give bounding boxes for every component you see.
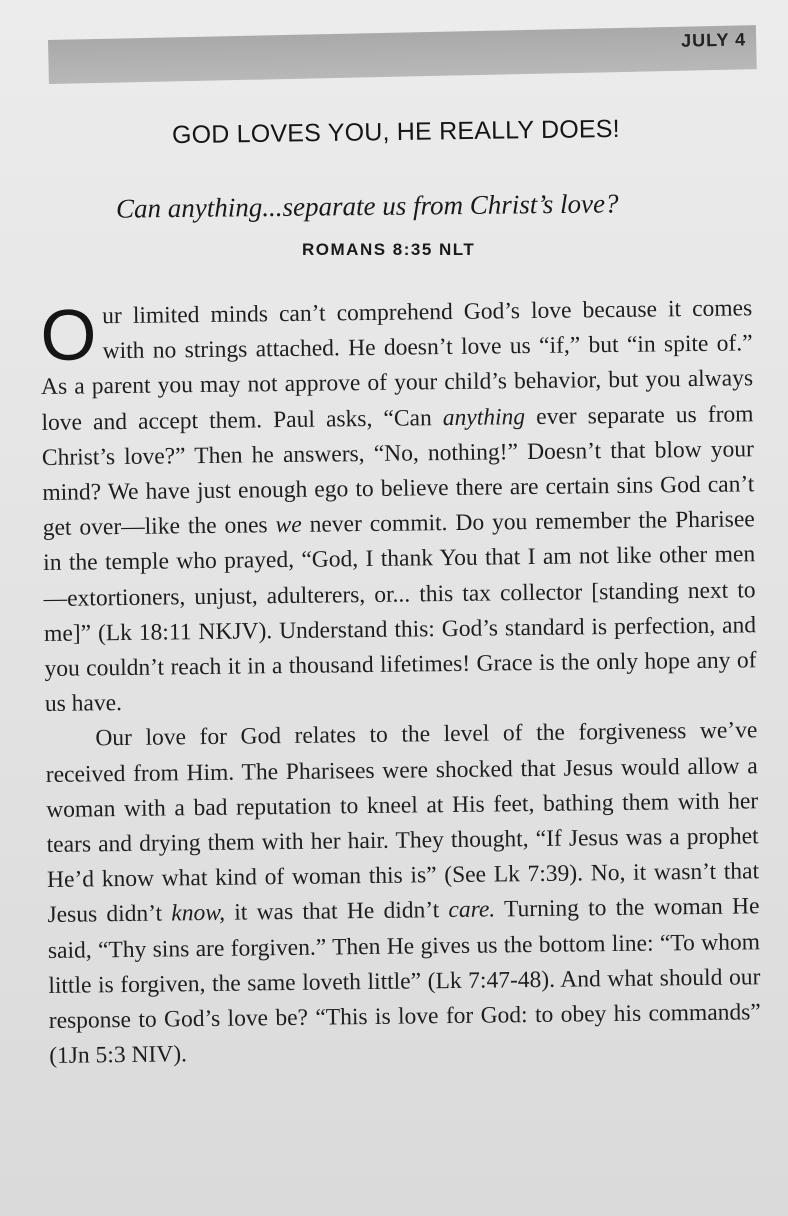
drop-cap: O xyxy=(39,295,97,376)
emphasis-anything: anything xyxy=(442,403,526,431)
paragraph-2 xyxy=(45,714,761,1075)
emphasis-care: care. xyxy=(448,896,496,924)
emphasis-know: know, xyxy=(171,900,226,927)
scripture-verse: Can anything...separate us from Christ’s love? xyxy=(115,188,619,224)
date-label: JULY 4 xyxy=(680,29,747,51)
date-header-bar xyxy=(48,25,757,84)
paragraph-1-text-b: ever separate us from Christ’s love?” Then he answers, “No, nothing!” Doesn’t that blow your mind? We have just enough ego to believe there are certain sins God can’t get over—like the ones xyxy=(41,400,755,542)
paragraph-1-text-c: never commit. Do you remember the Pharisee in the temple who prayed, “God, I thank You that I am not like other men—extortioners, unjust, adulterers, or... this tax collector [standing next to me]” (Lk 18:11 NKJV). Understand this: God’s standard is perfection, and you couldn’t reach it in a thousand lifetimes! Grace is the only hope any of us have. xyxy=(43,506,757,718)
paragraph-2-text-a: Our love for God relates to the level of the forgiveness we’ve received from Him. The Pharisees were shocked that Jesus would allow a woman with a bad reputation to kneel at His feet, bathing them with her tears and drying them with her hair. They thought, “If Jesus was a prophet He’d know what kind of woman this is” (See Lk 7:39). No, it wasn’t that Jesus didn’t xyxy=(45,717,760,929)
devotional-title: GOD LOVES YOU, HE REALLY DOES! xyxy=(171,114,620,150)
paragraph-2-text-c: Turning to the woman He said, “Thy sins are forgiven.” Then He gives us the bottom line: “To whom little is forgiven, the same loveth little” (Lk 7:47-48). And what should our response to God’s love be? “This is love for God: to obey his commands” (1Jn 5:3 NIV). xyxy=(47,893,761,1070)
devotional-body xyxy=(40,291,761,1074)
scripture-reference: ROMANS 8:35 NLT xyxy=(302,240,476,259)
paragraph-2-text-b: it was that He didn’t xyxy=(224,897,449,927)
paragraph-1-text-a: ur limited minds can’t comprehend God’s love because it comes with no strings attached. He doesn’t love us “if,” but “in spite of.” As a parent you may not approve of your child’s behavior, but you always love and accept them. Paul asks, “Can xyxy=(40,295,754,436)
emphasis-we: we xyxy=(275,512,302,539)
paragraph-1 xyxy=(40,291,757,722)
